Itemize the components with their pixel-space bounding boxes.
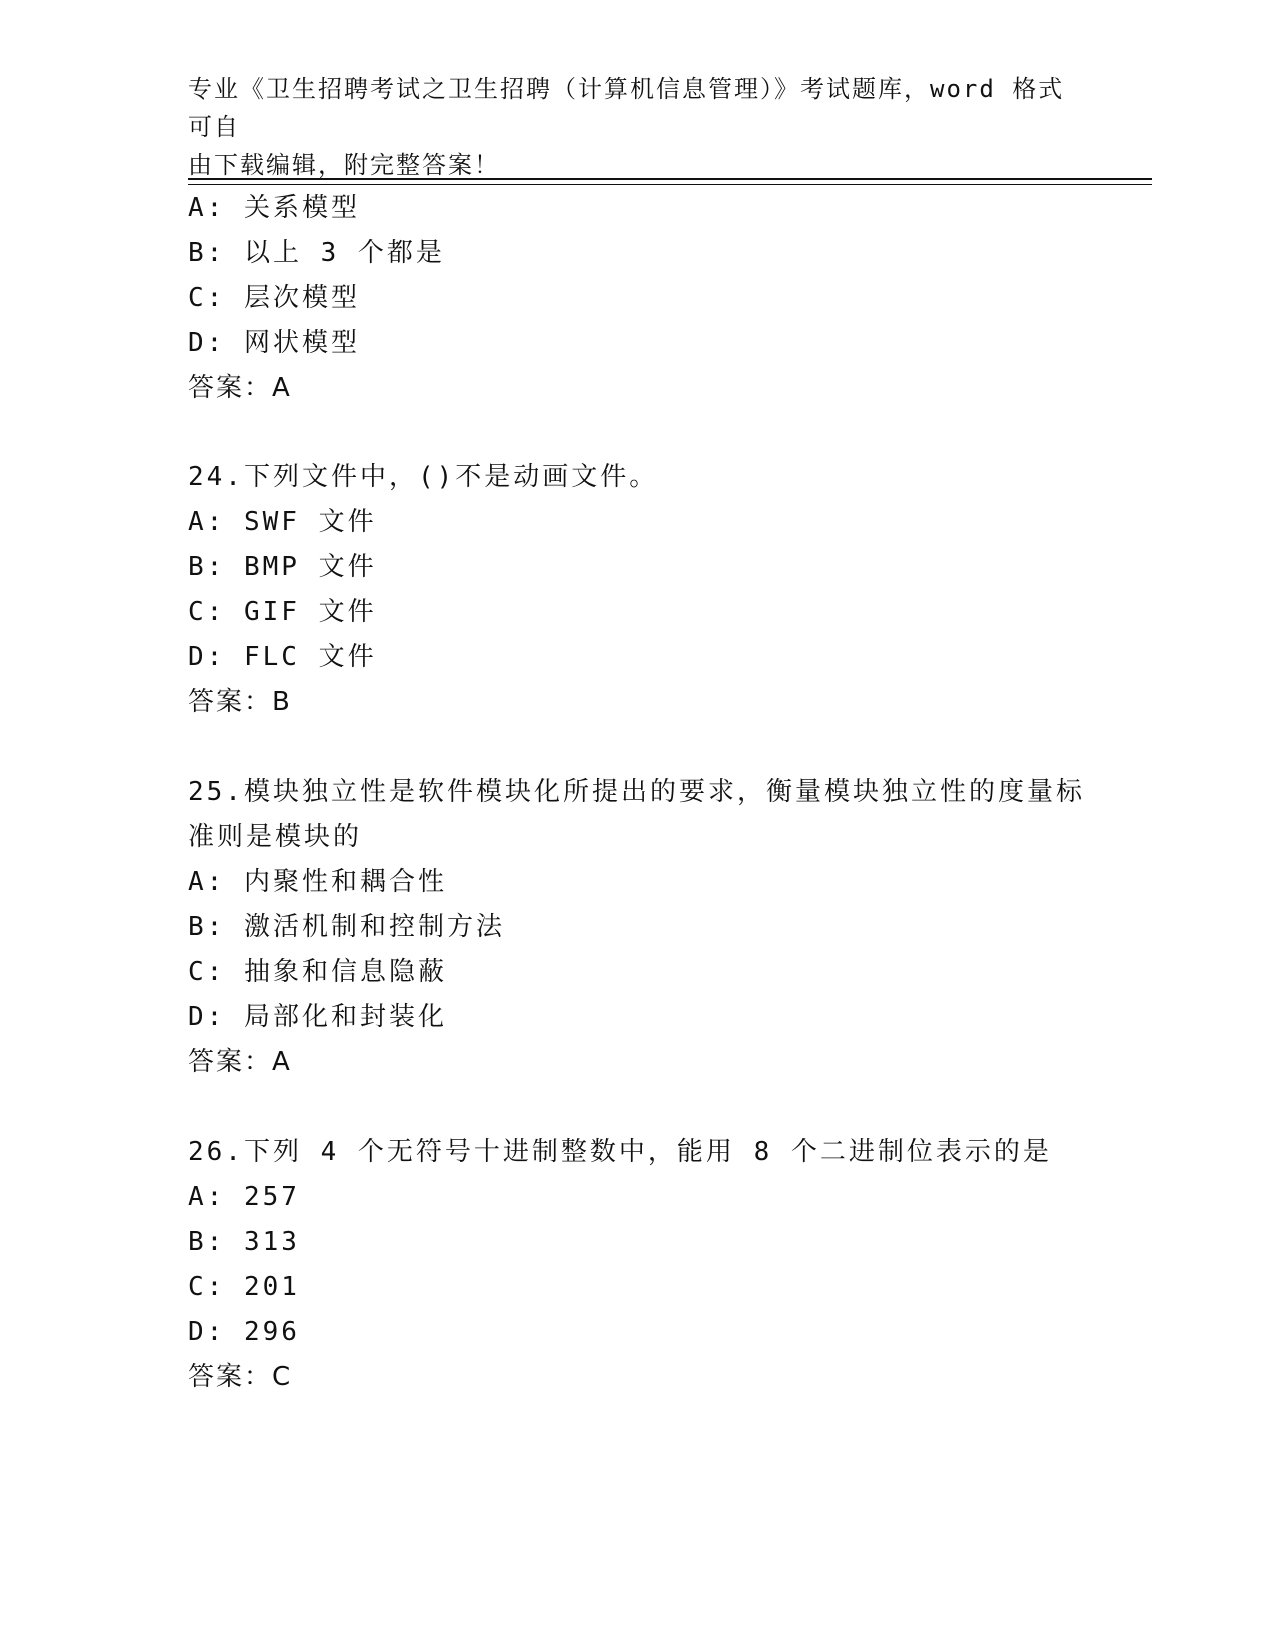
header-line-2: 由下载编辑，附完整答案！ (188, 151, 500, 179)
q25-option-b: B: 激活机制和控制方法 (188, 912, 505, 942)
q24-option-a: A: SWF 文件 (188, 507, 377, 537)
q25-question-line-1: 25.模块独立性是软件模块化所提出的要求，衡量模块独立性的度量标 (188, 777, 1085, 807)
q24-option-b: B: BMP 文件 (188, 552, 377, 582)
document-header (188, 70, 1068, 184)
header-line-1: 专业《卫生招聘考试之卫生招聘（计算机信息管理）》考试题库，word 格式可自 (188, 75, 1065, 141)
q26-option-d: D: 296 (188, 1317, 300, 1347)
q23-option-c: C: 层次模型 (188, 283, 360, 313)
q25-option-d: D: 局部化和封装化 (188, 1002, 447, 1032)
q24-question: 24.下列文件中，()不是动画文件。 (188, 462, 659, 492)
header-rule-thin (188, 184, 1152, 185)
q23-option-d: D: 网状模型 (188, 328, 360, 358)
q25-option-c: C: 抽象和信息隐蔽 (188, 957, 447, 987)
q26-question: 26.下列 4 个无符号十进制整数中，能用 8 个二进制位表示的是 (188, 1137, 1052, 1167)
q25-question-line-2: 准则是模块的 (188, 822, 363, 852)
q23-option-b: B: 以上 3 个都是 (188, 238, 445, 268)
q24-option-d: D: FLC 文件 (188, 642, 377, 672)
q26-answer: 答案：C (188, 1362, 293, 1392)
q24-answer: 答案：B (188, 687, 292, 717)
q26-option-b: B: 313 (188, 1227, 300, 1257)
header-rule-thick (188, 178, 1152, 180)
q23-option-a: A: 关系模型 (188, 193, 360, 223)
q26-option-a: A: 257 (188, 1182, 300, 1212)
q23-answer: 答案：A (188, 373, 292, 403)
q25-answer: 答案：A (188, 1047, 292, 1077)
q25-option-a: A: 内聚性和耦合性 (188, 867, 447, 897)
q24-option-c: C: GIF 文件 (188, 597, 377, 627)
q26-option-c: C: 201 (188, 1272, 300, 1302)
